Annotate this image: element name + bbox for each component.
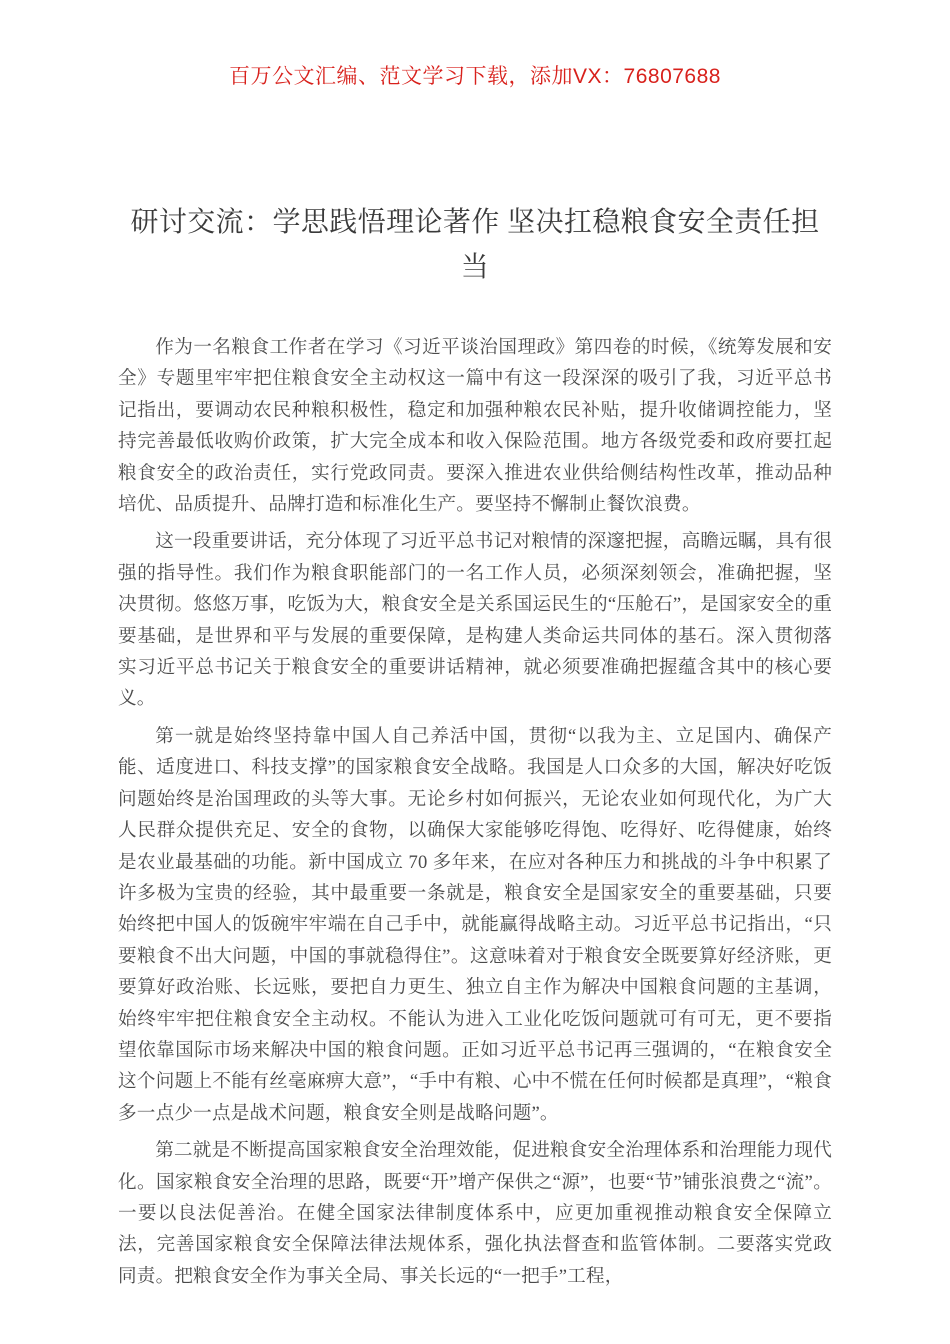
promo-watermark-text: 百万公文汇编、范文学习下载，添加VX：76807688 (229, 65, 721, 88)
document-content (118, 200, 832, 1298)
document-paragraph: 作为一名粮食工作者在学习《习近平谈治国理政》第四卷的时候，《统筹发展和安全》专题里牢牢把住粮食安全主动权这一篇中有这一段深深的吸引了我，习近平总书记指出，要调动农民种粮积极性，稳定和加强种粮农民补贴，提升收储调控能力，坚持完善最低收购价政策，扩大完全成本和收入保险范围。地方各级党委和政府要扛起粮食安全的政治责任，实行党政同责。要深入推进农业供给侧结构性改革，推动品种培优、品质提升、品牌打造和标准化生产。要坚持不懈制止餐饮浪费。 (118, 337, 832, 516)
document-paragraph: 这一段重要讲话，充分体现了习近平总书记对粮情的深邃把握，高瞻远瞩，具有很强的指导性。我们作为粮食职能部门的一名工作人员，必须深刻领会，准确把握，坚决贯彻。悠悠万事，吃饭为大，粮食安全是关系国运民生的“压舱石”，是国家安全的重要基础，是世界和平与发展的重要保障，是构建人类命运共同体的基石。深入贯彻落实习近平总书记关于粮食安全的重要讲话精神，就必须要准确把握蕴含其中的核心要义。 (118, 531, 832, 710)
document-paragraph: 第二就是不断提高国家粮食安全治理效能，促进粮食安全治理体系和治理能力现代化。国家粮食安全治理的思路，既要“开”增产保供之“源”，也要“节”铺张浪费之“流”。一要以良法促善治。在健全国家法律制度体系中，应更加重视推动粮食安全保障立法，完善国家粮食安全保障法律法规体系，强化执法督查和监管体制。二要落实党政同责。把粮食安全作为事关全局、事关长远的“一把手”工程， (118, 1140, 832, 1287)
document-title: 研讨交流：学思践悟理论著作 坚决扛稳粮食安全责任担当 (130, 207, 820, 283)
document-paragraph: 第一就是始终坚持靠中国人自己养活中国，贯彻“以我为主、立足国内、确保产能、适度进口、科技支撑”的国家粮食安全战略。我国是人口众多的大国，解决好吃饭问题始终是治国理政的头等大事。无论乡村如何振兴，无论农业如何现代化，为广大人民群众提供充足、安全的食物，以确保大家能够吃得饱、吃得好、吃得健康，始终是农业最基础的功能。新中国成立 70 多年来，在应对各种压力和挑战的斗争中积累了许多极为宝贵的经验，其中最重要一条就是，粮食安全是国家安全的重要基础，只要始终把中国人的饭碗牢牢端在自己手中，就能赢得战略主动。习近平总书记指出，“只要粮食不出大问题，中国的事就稳得住”。这意味着对于粮食安全既要算好经济账，更要算好政治账、长远账，要把自力更生、独立自主作为解决中国粮食问题的主基调，始终牢牢把住粮食安全主动权。不能认为进入工业化吃饭问题就可有可无，更不要指望依靠国际市场来解决中国的粮食问题。正如习近平总书记再三强调的，“在粮食安全这个问题上不能有丝毫麻痹大意”，“手中有粮、心中不慌在任何时候都是真理”，“粮食多一点少一点是战术问题，粮食安全则是战略问题”。 (118, 725, 832, 1124)
